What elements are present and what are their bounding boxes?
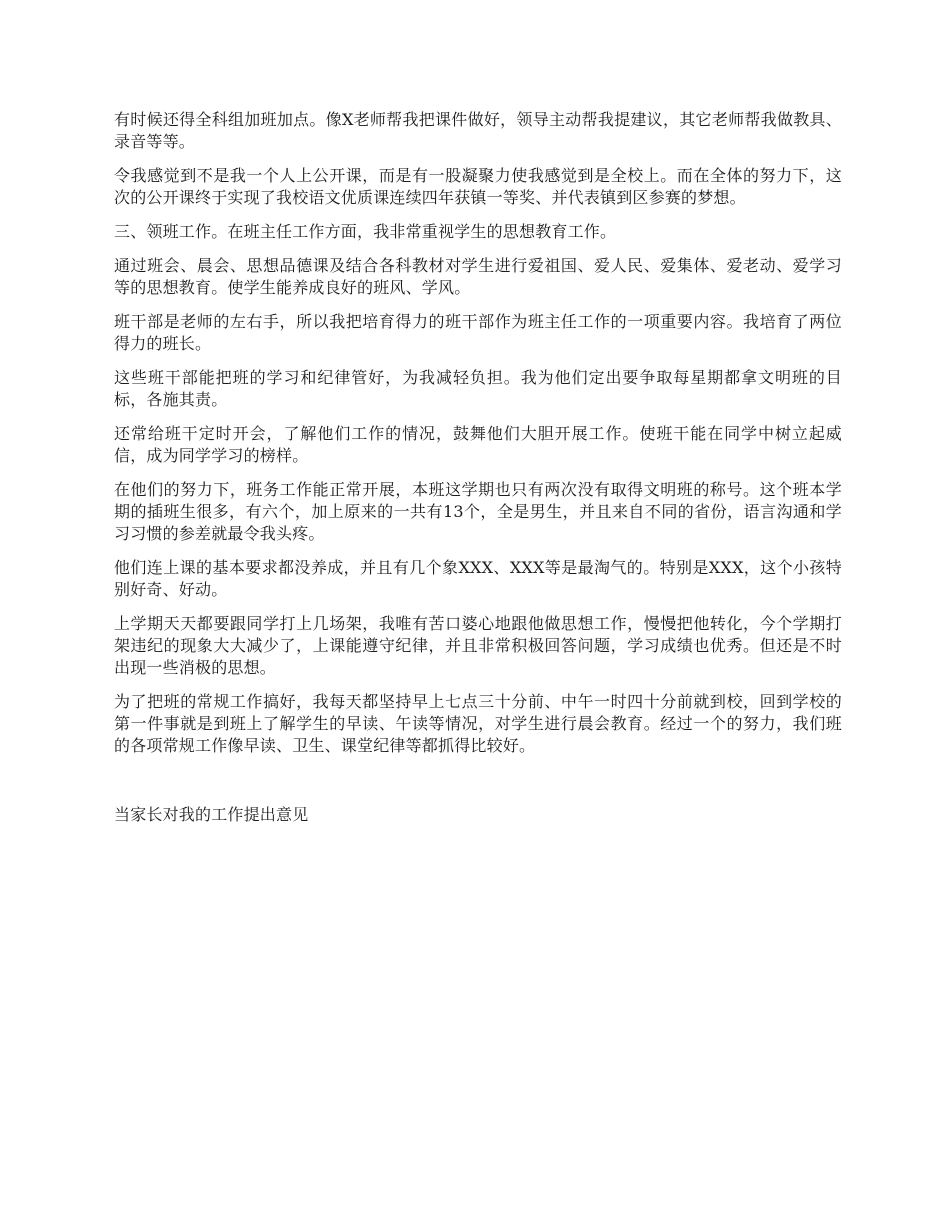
paragraph-5: 班干部是老师的左右手，所以我把培育得力的班干部作为班主任工作的一项重要内容。我培育了两位得力的班长。 bbox=[114, 312, 842, 353]
document-body bbox=[114, 109, 842, 838]
paragraph-8: 在他们的努力下，班务工作能正常开展，本班这学期也只有两次没有取得文明班的称号。这个班本学期的插班生很多，有六个，加上原来的一共有13个，全是男生，并且来自不同的省份，语言沟通和学习习惯的参差就最令我头疼。 bbox=[114, 480, 842, 543]
paragraph-3: 三、领班工作。在班主任工作方面，我非常重视学生的思想教育工作。 bbox=[114, 222, 617, 241]
paragraph-1: 有时候还得全科组加班加点。像X老师帮我把课件做好，领导主动帮我提建议，其它老师帮我做教具、录音等等。 bbox=[114, 110, 842, 151]
paragraph-7: 还常给班干定时开会，了解他们工作的情况，鼓舞他们大胆开展工作。使班干能在同学中树立起威信，成为同学学习的榜样。 bbox=[114, 424, 842, 465]
section-spacer bbox=[114, 769, 842, 804]
paragraph-12: 当家长对我的工作提出意见 bbox=[114, 805, 309, 824]
paragraph-2: 令我感觉到不是我一个人上公开课，而是有一股凝聚力使我感觉到是全校上。而在全体的努力下，这次的公开课终于实现了我校语文优质课连续四年获镇一等奖、并代表镇到区参赛的梦想。 bbox=[114, 166, 842, 207]
paragraph-6: 这些班干部能把班的学习和纪律管好，为我减轻负担。我为他们定出要争取每星期都拿文明班的目标，各施其责。 bbox=[114, 368, 842, 409]
paragraph-11: 为了把班的常规工作搞好，我每天都坚持早上七点三十分前、中午一时四十分前就到校，回到学校的第一件事就是到班上了解学生的早读、午读等情况，对学生进行晨会教育。经过一个的努力，我们班的各项常规工作像早读、卫生、课堂纪律等都抓得比较好。 bbox=[114, 692, 842, 755]
paragraph-10: 上学期天天都要跟同学打上几场架，我唯有苦口婆心地跟他做思想工作，慢慢把他转化，今个学期打架违纪的现象大大减少了，上课能遵守纪律，并且非常积极回答问题，学习成绩也优秀。但还是不时出现一些消极的思想。 bbox=[114, 614, 842, 677]
paragraph-4: 通过班会、晨会、思想品德课及结合各科教材对学生进行爱祖国、爱人民、爱集体、爱老动、爱学习等的思想教育。使学生能养成良好的班风、学风。 bbox=[114, 256, 842, 297]
paragraph-9: 他们连上课的基本要求都没养成，并且有几个象XXX、XXX等是最淘气的。特别是XXX，这个小孩特别好奇、好动。 bbox=[114, 558, 842, 599]
